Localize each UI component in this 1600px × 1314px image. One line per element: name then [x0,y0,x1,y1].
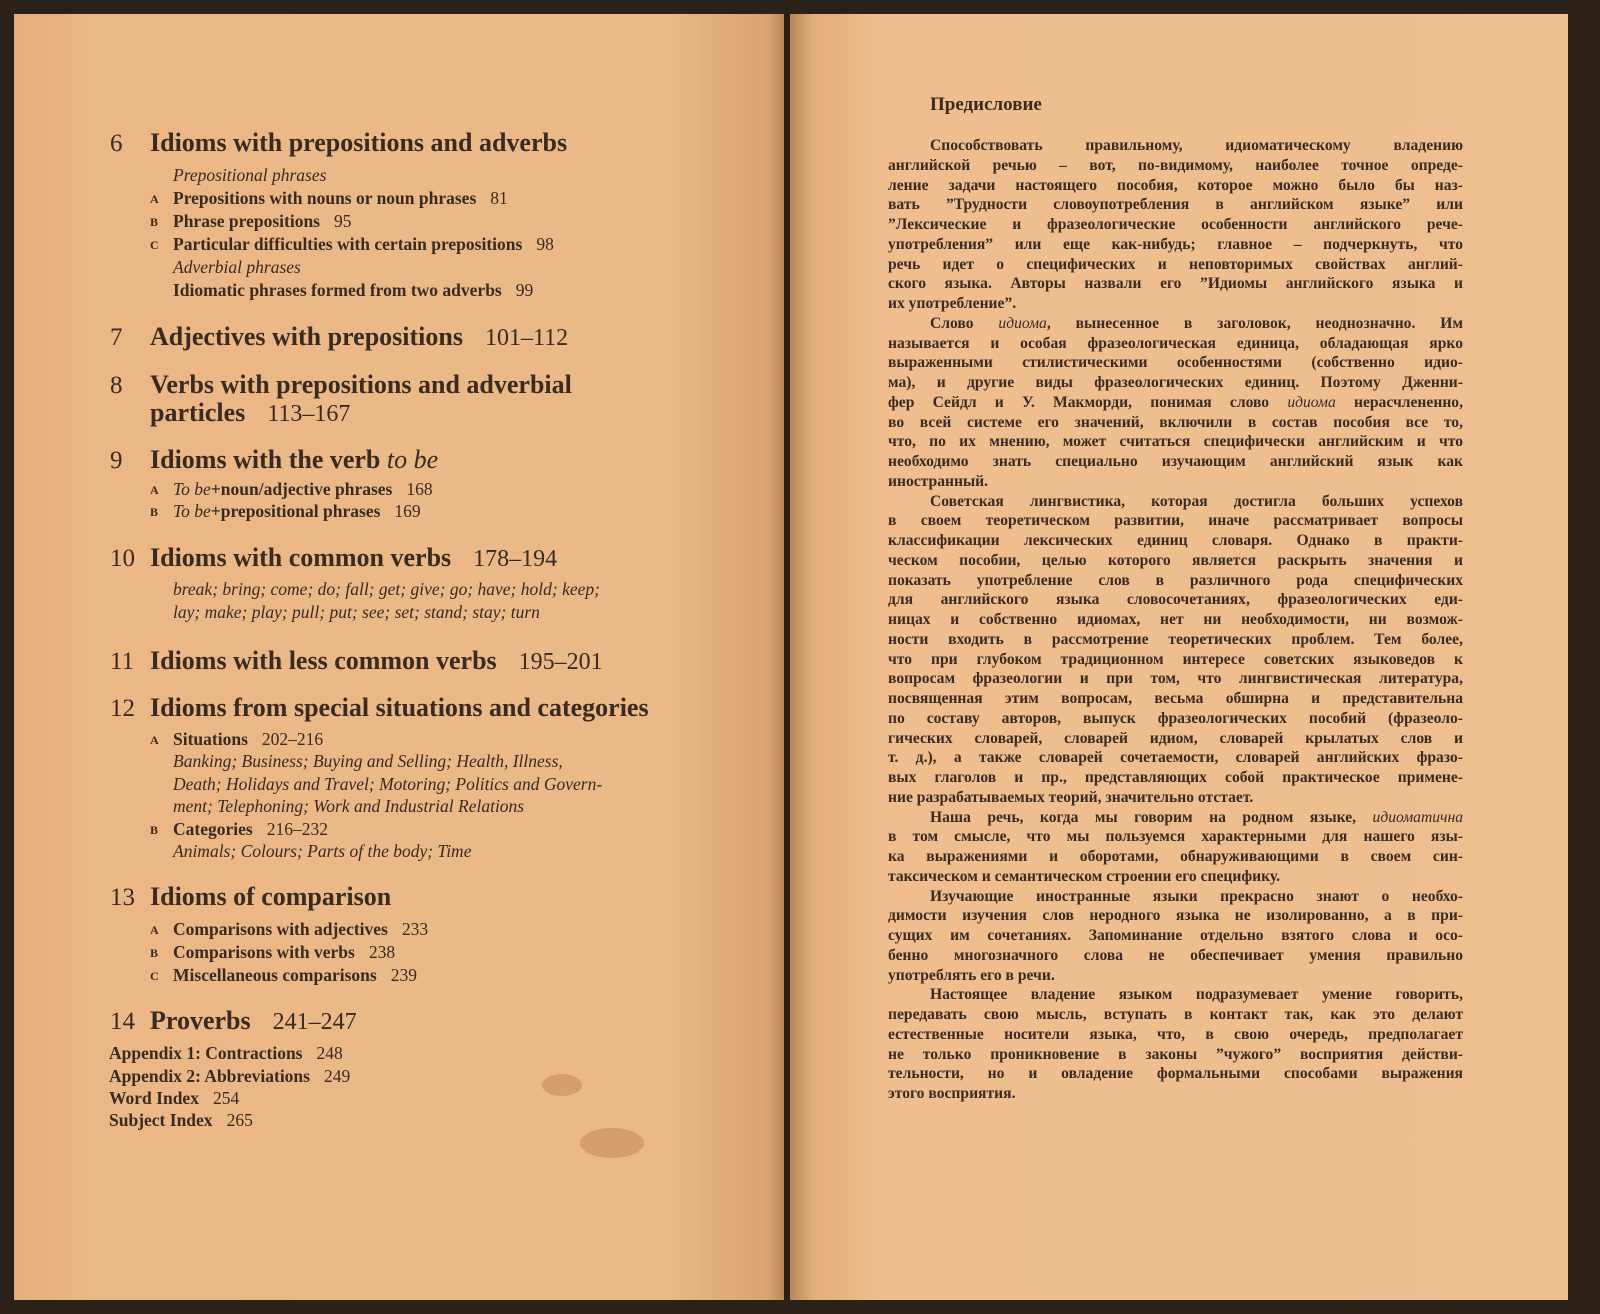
preface-line [888,571,1463,591]
preface-line [888,768,1463,788]
entry-page: 254 [212,1088,240,1108]
text-segment: в своем теоретическом развитии, иначе рассматривает вопросы [888,512,1463,530]
entry-page: 202–216 [261,729,324,749]
preface-line [888,946,1463,966]
entry-page: 95 [333,211,352,231]
preface-line [888,966,1463,986]
verb-list-line: break; bring; come; do; fall; get; give; go; have; hold; keep; [173,579,600,599]
preface-body [888,136,1463,1104]
item-letter: A [150,923,160,937]
text-segment: что при глубоком традиционном интересе советских языковедов к [888,650,1463,668]
left-page-contents [14,14,784,1300]
toc-entry [173,479,433,500]
item-letter: B [150,823,159,837]
chapter-pages: 195–201 [518,649,603,675]
entry-page: 249 [323,1066,351,1086]
chapter-pages: 113–167 [267,401,351,427]
preface-line [888,1005,1463,1025]
preface-line [888,887,1463,907]
chapter-number: 7 [110,324,123,351]
item-letter: B [150,215,159,229]
text-segment: ческом пособии, целью которого является раскрыть значения и [888,551,1463,569]
item-letter: A [150,733,160,747]
chapter-title-text: Idioms with less common verbs [150,646,497,675]
preface-line [888,650,1463,670]
chapter-title [150,543,557,573]
entry-label: Word Index [109,1088,199,1108]
entry-label: Idiomatic phrases formed from two adverbs [173,280,502,300]
chapter-title-text: Proverbs [150,1006,251,1035]
toc-entry [173,729,323,750]
preface-line [888,1025,1463,1045]
preface-line [888,630,1463,650]
text-segment: в том смысле, что мы пользуемся характерными для нашего язы- [888,828,1463,846]
preface-line [888,847,1463,867]
preface-line [888,669,1463,689]
entry-label: Phrase prepositions [173,211,320,231]
text-segment: т. д.), а также словарей сочетаемости, словарей английских фразо- [888,749,1463,767]
preface-line [888,314,1463,334]
preface-title: Предисловие [930,94,1042,115]
entry-page: 169 [394,501,421,521]
chapter-title [150,646,603,676]
situation-list-line: ment; Telephoning; Work and Industrial Relations [173,796,525,816]
preface-line [888,156,1463,176]
text-segment: ”Лексические и фразеологические особенности английского рече- [888,216,1463,233]
text-segment: вых глаголов и пр., представляющих собой практическое примене- [888,769,1463,786]
preface-line [888,195,1463,215]
text-segment: вать ”Трудности словоупотребления в английском языке” или [888,196,1463,214]
preface-line [888,531,1463,551]
preface-line [888,748,1463,768]
text-segment: бенно многозначного слова не обеспечивает умения правильно [888,946,1463,964]
entry-label: +noun/adjective phrases [210,479,393,499]
text-segment: что, по их мнению, может считаться специфически английским и что [888,433,1463,451]
entry-label: Subject Index [109,1110,213,1130]
chapter-pages: 101–112 [484,325,569,351]
entry-label: Appendix 2: Abbreviations [109,1066,310,1086]
text-segment: ма), и другие виды фразеологических единиц. Поэтому Дженни- [888,374,1463,391]
entry-label: Categories [173,819,253,839]
preface-line [888,709,1463,729]
text-segment: Советская лингвистика, которая достигла больших успехов [930,492,1463,510]
right-page-preface [790,14,1568,1300]
text-segment: нерасчлененно, [1335,393,1464,411]
italic-term: идиома [1287,393,1336,411]
text-segment: ского языка. Авторы назвали его ”Идиомы английского языка и [888,275,1463,293]
item-letter: A [150,483,160,497]
preface-line [888,610,1463,630]
text-segment: тельности, но и овладение формальными способами выражения [888,1065,1463,1083]
text-segment: их употребление”. [888,295,1017,312]
situation-list-line: Banking; Business; Buying and Selling; Health, Illness, [173,751,563,771]
category-list-line: Animals; Colours; Parts of the body; Time [173,841,472,861]
paper-stain [542,1074,582,1096]
text-segment: посвященная этим вопросам, весьма обширна и представительна [888,690,1463,707]
item-letter: C [150,238,160,252]
preface-line [888,1084,1463,1104]
chapter-number: 8 [110,372,123,399]
chapter-number: 6 [110,130,123,157]
entry-label: Appendix 1: Contractions [109,1043,303,1063]
preface-line [888,551,1463,571]
chapter-number: 13 [110,884,135,911]
item-letter: C [150,969,160,983]
preface-line [888,985,1463,1005]
entry-page: 216–232 [266,819,328,839]
paper-stain [580,1128,644,1158]
toc-entry [173,919,428,940]
preface-line [888,274,1463,294]
chapter-title-italic: to be [386,445,439,474]
entry-page: 239 [390,965,417,985]
chapter-pages: 178–194 [473,546,558,572]
preface-line [888,867,1463,887]
toc-entry [173,942,395,963]
chapter-title: Idioms with prepositions and adverbs [150,128,568,157]
text-segment: для английского языка словосочетаниях, фразеологических еди- [888,591,1463,609]
entry-page: 81 [490,188,508,208]
chapter-title-text: Idioms with common verbs [150,543,452,572]
item-letter: B [150,505,159,519]
entry-label: Miscellaneous comparisons [173,965,377,985]
text-segment: выраженными стилистическими особенностями (собственно идио- [888,354,1463,372]
chapter-title-text: Adjectives with prepositions [150,322,463,351]
preface-line [888,334,1463,354]
text-segment: ности входить в рассмотрение теоретических проблем. Тем более, [888,630,1463,648]
text-segment: не только проникновение в законы ”чужого” восприятия действи- [888,1045,1463,1063]
chapter-title [150,1006,357,1036]
entry-page: 233 [401,919,429,939]
preface-line [888,492,1463,512]
text-segment: по составу авторов, выпуск фразеологических пособий (фразеоло- [888,709,1463,727]
entry-page: 238 [368,942,396,962]
text-segment: необходимо знать специально изучающим английский язык как [888,453,1463,470]
text-segment: иностранный. [888,472,989,490]
text-segment: ние разрабатываемых теорий, значительно отстает. [888,788,1254,806]
item-letter: B [150,946,159,960]
italic-term: идиома [998,314,1047,332]
preface-line [888,511,1463,531]
entry-page: 98 [536,234,554,254]
preface-line [888,590,1463,610]
entry-label: Situations [173,729,248,749]
chapter-number: 11 [110,648,135,675]
index-entry [109,1110,253,1131]
toc-entry [173,965,417,986]
entry-italic: To be [173,501,211,521]
text-segment: речь идет о специфических и неповторимых свойствах англий- [888,255,1463,273]
situation-list-line: Death; Holidays and Travel; Motoring; Politics and Govern- [173,774,603,794]
chapter-title [150,322,568,352]
preface-line [888,235,1463,255]
section-subheading: Prepositional phrases [173,165,327,185]
preface-line [888,176,1463,196]
chapter-title-text: particles [150,398,246,427]
entry-label: Particular difficulties with certain prepositions [173,234,523,254]
preface-line [888,353,1463,373]
toc-entry [173,280,533,301]
chapter-pages: 241–247 [272,1009,357,1035]
chapter-title: Verbs with prepositions and adverbial [150,370,572,399]
text-segment: естественные носители языка, что, в свою очередь, предполагает [888,1025,1463,1043]
entry-page: 168 [406,479,433,499]
preface-line [888,432,1463,452]
entry-italic: To be [173,479,211,499]
text-segment: фер Сейдл и У. Макморди, понимая слово [888,393,1288,411]
italic-term: идиоматична [1372,808,1463,826]
text-segment: ницах и собственно идиомах, нет ни необходимости, ни возмож- [888,611,1463,628]
preface-line [888,1064,1463,1084]
index-entry [109,1088,239,1109]
text-segment: ление задачи настоящего пособия, которое можно было бы наз- [888,176,1463,194]
text-segment: показать употребление слов в различного рода специфических [888,571,1463,589]
entry-label: Prepositions with nouns or noun phrases [173,188,477,208]
appendix-entry [109,1066,350,1087]
text-segment: употреблять его в речи. [888,966,1055,984]
section-subheading: Adverbial phrases [173,257,301,277]
chapter-number: 10 [110,545,135,572]
entry-label: Comparisons with adjectives [173,919,388,939]
toc-entry [173,234,554,255]
entry-label: Comparisons with verbs [173,942,355,962]
text-segment: гических словарей, словарей идиом, словарей крылатых слов и [888,729,1463,747]
text-segment: Наша речь, когда мы говорим на родном языке, [930,808,1373,826]
preface-line [888,255,1463,275]
preface-line [888,689,1463,709]
preface-line [888,294,1463,314]
preface-line [888,393,1463,413]
text-segment: употребления” или еще как-нибудь; главное – подчеркнуть, что [888,235,1463,253]
preface-line [888,906,1463,926]
text-segment: во всей системе его значений, включили в состав пособия все то, [888,413,1463,431]
text-segment: вопросам фразеологии и при том, что лингвистическая литература, [888,670,1463,688]
text-segment: сущих им сочетаниях. Запоминание отдельно взятого слова и осо- [888,927,1463,944]
text-segment: Способствовать правильному, идиоматическому владению [930,137,1463,154]
text-segment: димости изучения слов неродного языка не изолированно, а в при- [888,907,1463,925]
preface-line [888,808,1463,828]
preface-line [888,827,1463,847]
text-segment: этого восприятия. [888,1085,1016,1102]
chapter-number: 9 [110,447,123,474]
preface-line [888,729,1463,749]
toc-entry [173,211,351,232]
toc-entry [173,819,328,840]
preface-line [888,452,1463,472]
chapter-title-text: Idioms with the verb [150,445,387,474]
preface-line [888,1045,1463,1065]
text-segment: таксическом и семантическом строении его специфику. [888,867,1281,885]
text-segment: английской речью – вот, по-видимому, наиболее точное опреде- [888,156,1463,174]
toc-entry [173,188,508,209]
text-segment: Изучающие иностранные языки прекрасно знают о необхо- [930,887,1463,905]
verb-list-line: lay; make; play; pull; put; see; set; stand; stay; turn [173,602,540,622]
chapter-title [150,445,438,475]
entry-label: +prepositional phrases [210,501,381,521]
text-segment: Слово [930,314,999,332]
chapter-title [150,398,350,428]
preface-line [888,472,1463,492]
preface-line [888,788,1463,808]
text-segment: называется и особая фразеологическая единица, обладающая ярко [888,334,1463,352]
preface-line [888,373,1463,393]
text-segment: ка выражениями и оборотами, обнаруживающими в своем син- [888,848,1463,865]
chapter-title: Idioms of comparison [150,882,392,911]
preface-line [888,215,1463,235]
chapter-number: 12 [110,695,135,722]
entry-page: 99 [515,280,534,300]
preface-line [888,136,1463,156]
chapter-number: 14 [110,1008,135,1035]
item-letter: A [150,192,160,206]
text-segment: классификации лексических единиц словаря. Однако в практи- [888,532,1463,549]
entry-page: 265 [226,1110,253,1130]
chapter-title: Idioms from special situations and categories [150,693,649,722]
toc-entry [173,501,421,522]
entry-page: 248 [316,1043,343,1063]
text-segment: передавать свою мысль, вступать в контакт так, как это делают [888,1006,1463,1023]
preface-line [888,926,1463,946]
text-segment: Настоящее владение языком подразумевает умение говорить, [930,986,1463,1004]
text-segment: , вынесенное в заголовок, неоднозначно. Им [1046,314,1463,332]
preface-line [888,413,1463,433]
appendix-entry [109,1043,343,1064]
